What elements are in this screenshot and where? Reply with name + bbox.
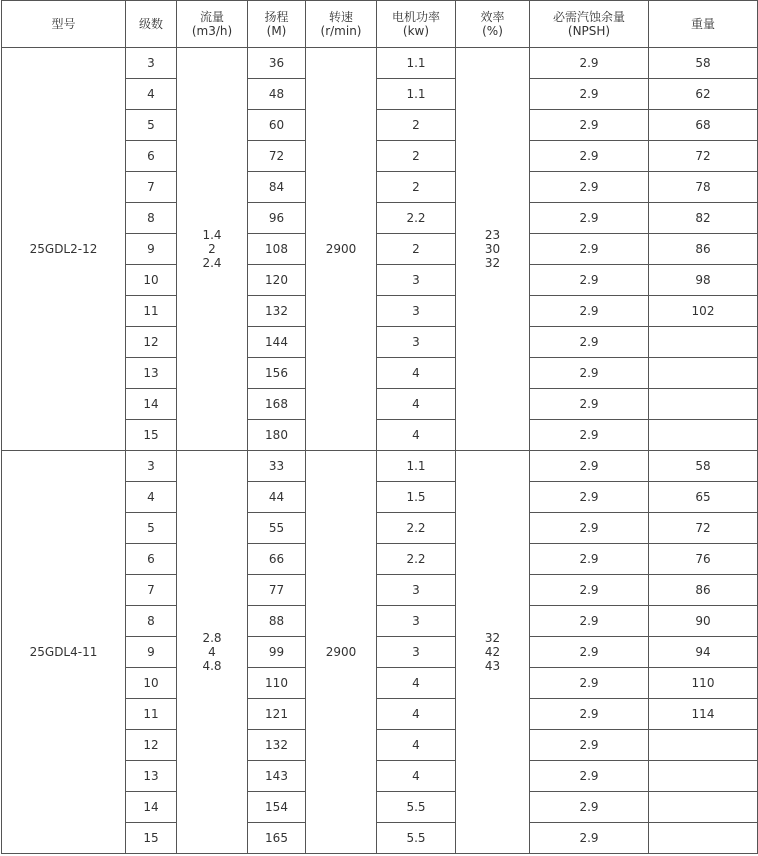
- head-cell: 121: [248, 699, 306, 730]
- npsh-cell: 2.9: [530, 265, 649, 296]
- power-cell: 3: [377, 575, 456, 606]
- npsh-cell: 2.9: [530, 48, 649, 79]
- head-cell: 72: [248, 141, 306, 172]
- npsh-cell: 2.9: [530, 358, 649, 389]
- stage-cell: 11: [126, 296, 177, 327]
- head-cell: 55: [248, 513, 306, 544]
- power-cell: 3: [377, 606, 456, 637]
- power-cell: 2: [377, 110, 456, 141]
- stage-cell: 3: [126, 48, 177, 79]
- npsh-cell: 2.9: [530, 575, 649, 606]
- header-speed: 转速 (r/min): [306, 1, 377, 48]
- npsh-cell: 2.9: [530, 637, 649, 668]
- stage-cell: 6: [126, 544, 177, 575]
- npsh-cell: 2.9: [530, 172, 649, 203]
- table-row: [2, 48, 758, 79]
- head-cell: 168: [248, 389, 306, 420]
- power-cell: 1.1: [377, 48, 456, 79]
- weight-cell: 98: [649, 265, 758, 296]
- head-cell: 36: [248, 48, 306, 79]
- head-cell: 154: [248, 792, 306, 823]
- weight-cell: 58: [649, 451, 758, 482]
- weight-cell: 110: [649, 668, 758, 699]
- stage-cell: 6: [126, 141, 177, 172]
- flow-cell-value: 2.8: [202, 631, 222, 645]
- weight-cell: 68: [649, 110, 758, 141]
- npsh-cell: 2.9: [530, 730, 649, 761]
- stage-cell: 10: [126, 668, 177, 699]
- header-flow: 流量 (m3/h): [177, 1, 248, 48]
- weight-cell: 65: [649, 482, 758, 513]
- table-row: [2, 451, 758, 482]
- power-cell: 3: [377, 296, 456, 327]
- npsh-cell: 2.9: [530, 141, 649, 172]
- stage-cell: 15: [126, 823, 177, 854]
- stage-cell: 12: [126, 730, 177, 761]
- weight-cell: 72: [649, 513, 758, 544]
- head-cell: 144: [248, 327, 306, 358]
- stage-cell: 3: [126, 451, 177, 482]
- weight-cell: 86: [649, 234, 758, 265]
- head-cell: 48: [248, 79, 306, 110]
- stage-cell: 14: [126, 389, 177, 420]
- head-cell: 96: [248, 203, 306, 234]
- weight-cell: 58: [649, 48, 758, 79]
- stage-cell: 7: [126, 575, 177, 606]
- stage-cell: 7: [126, 172, 177, 203]
- weight-cell: 94: [649, 637, 758, 668]
- weight-cell: 82: [649, 203, 758, 234]
- header-motor-power: 电机功率 (kw): [377, 1, 456, 48]
- stage-cell: 15: [126, 420, 177, 451]
- stage-cell: 13: [126, 761, 177, 792]
- header-model: 型号: [2, 1, 126, 48]
- speed-cell: 2900: [306, 451, 377, 854]
- table-body: [2, 48, 758, 854]
- weight-cell: [649, 420, 758, 451]
- power-cell: 3: [377, 327, 456, 358]
- power-cell: 1.1: [377, 79, 456, 110]
- weight-cell: [649, 389, 758, 420]
- power-cell: 4: [377, 761, 456, 792]
- head-cell: 180: [248, 420, 306, 451]
- weight-cell: [649, 823, 758, 854]
- power-cell: 5.5: [377, 792, 456, 823]
- npsh-cell: 2.9: [530, 451, 649, 482]
- stage-cell: 9: [126, 234, 177, 265]
- model-cell: 25GDL2-12: [2, 48, 126, 451]
- header-npsh: 必需汽蚀余量 (NPSH): [530, 1, 649, 48]
- weight-cell: 72: [649, 141, 758, 172]
- weight-cell: [649, 730, 758, 761]
- power-cell: 3: [377, 265, 456, 296]
- head-cell: 88: [248, 606, 306, 637]
- efficiency-cell-value: 32: [484, 631, 501, 645]
- weight-cell: 86: [649, 575, 758, 606]
- stage-cell: 8: [126, 606, 177, 637]
- flow-cell-value: 4: [208, 645, 216, 659]
- weight-cell: [649, 761, 758, 792]
- head-cell: 156: [248, 358, 306, 389]
- head-cell: 120: [248, 265, 306, 296]
- weight-cell: [649, 792, 758, 823]
- head-cell: 99: [248, 637, 306, 668]
- npsh-cell: 2.9: [530, 513, 649, 544]
- stage-cell: 14: [126, 792, 177, 823]
- npsh-cell: 2.9: [530, 699, 649, 730]
- efficiency-cell: [456, 451, 530, 854]
- npsh-cell: 2.9: [530, 792, 649, 823]
- head-cell: 132: [248, 296, 306, 327]
- pump-spec-table: [1, 0, 758, 854]
- stage-cell: 10: [126, 265, 177, 296]
- model-cell: 25GDL4-11: [2, 451, 126, 854]
- head-cell: 108: [248, 234, 306, 265]
- flow-cell-value: 4.8: [202, 659, 222, 673]
- stage-cell: 11: [126, 699, 177, 730]
- stage-cell: 4: [126, 79, 177, 110]
- stage-cell: 9: [126, 637, 177, 668]
- power-cell: 4: [377, 699, 456, 730]
- head-cell: 165: [248, 823, 306, 854]
- npsh-cell: 2.9: [530, 79, 649, 110]
- efficiency-cell-value: 43: [484, 659, 501, 673]
- npsh-cell: 2.9: [530, 234, 649, 265]
- header-head: 扬程 (M): [248, 1, 306, 48]
- header-stages: 级数: [126, 1, 177, 48]
- power-cell: 4: [377, 420, 456, 451]
- power-cell: 2: [377, 141, 456, 172]
- npsh-cell: 2.9: [530, 544, 649, 575]
- efficiency-cell-value: 42: [484, 645, 501, 659]
- flow-cell-value: 2: [208, 242, 216, 256]
- weight-cell: 62: [649, 79, 758, 110]
- flow-cell: [177, 451, 248, 854]
- power-cell: 1.5: [377, 482, 456, 513]
- header-row: [2, 1, 758, 48]
- head-cell: 60: [248, 110, 306, 141]
- head-cell: 77: [248, 575, 306, 606]
- weight-cell: 114: [649, 699, 758, 730]
- head-cell: 132: [248, 730, 306, 761]
- efficiency-cell-value: 32: [484, 256, 501, 270]
- npsh-cell: 2.9: [530, 761, 649, 792]
- npsh-cell: 2.9: [530, 606, 649, 637]
- power-cell: 5.5: [377, 823, 456, 854]
- efficiency-cell-value: 23: [484, 228, 501, 242]
- efficiency-cell-value: 30: [484, 242, 501, 256]
- npsh-cell: 2.9: [530, 296, 649, 327]
- head-cell: 110: [248, 668, 306, 699]
- efficiency-cell: [456, 48, 530, 451]
- power-cell: 2.2: [377, 544, 456, 575]
- stage-cell: 5: [126, 513, 177, 544]
- flow-cell-value: 1.4: [202, 228, 222, 242]
- header-efficiency: 效率 (%): [456, 1, 530, 48]
- head-cell: 143: [248, 761, 306, 792]
- power-cell: 2: [377, 234, 456, 265]
- npsh-cell: 2.9: [530, 110, 649, 141]
- power-cell: 4: [377, 358, 456, 389]
- stage-cell: 5: [126, 110, 177, 141]
- weight-cell: [649, 358, 758, 389]
- power-cell: 4: [377, 389, 456, 420]
- power-cell: 4: [377, 730, 456, 761]
- stage-cell: 13: [126, 358, 177, 389]
- weight-cell: 76: [649, 544, 758, 575]
- npsh-cell: 2.9: [530, 823, 649, 854]
- stage-cell: 4: [126, 482, 177, 513]
- weight-cell: 102: [649, 296, 758, 327]
- header-weight: 重量: [649, 1, 758, 48]
- speed-cell: 2900: [306, 48, 377, 451]
- npsh-cell: 2.9: [530, 389, 649, 420]
- npsh-cell: 2.9: [530, 327, 649, 358]
- power-cell: 1.1: [377, 451, 456, 482]
- head-cell: 84: [248, 172, 306, 203]
- flow-cell: [177, 48, 248, 451]
- power-cell: 4: [377, 668, 456, 699]
- weight-cell: 90: [649, 606, 758, 637]
- power-cell: 3: [377, 637, 456, 668]
- weight-cell: [649, 327, 758, 358]
- stage-cell: 12: [126, 327, 177, 358]
- power-cell: 2.2: [377, 203, 456, 234]
- npsh-cell: 2.9: [530, 203, 649, 234]
- head-cell: 33: [248, 451, 306, 482]
- power-cell: 2: [377, 172, 456, 203]
- flow-cell-value: 2.4: [202, 256, 222, 270]
- npsh-cell: 2.9: [530, 668, 649, 699]
- npsh-cell: 2.9: [530, 482, 649, 513]
- weight-cell: 78: [649, 172, 758, 203]
- npsh-cell: 2.9: [530, 420, 649, 451]
- head-cell: 44: [248, 482, 306, 513]
- head-cell: 66: [248, 544, 306, 575]
- power-cell: 2.2: [377, 513, 456, 544]
- stage-cell: 8: [126, 203, 177, 234]
